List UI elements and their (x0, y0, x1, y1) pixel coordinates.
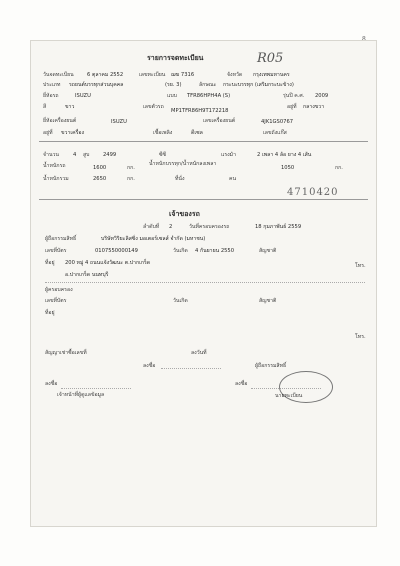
officer-1: เจ้าหน้าที่ผู้ดูแลข้อมูล (57, 392, 105, 398)
cyl-label: จำนวน (43, 152, 59, 158)
plate: ฌฆ 7316 (171, 72, 195, 78)
engine-brand: ISUZU (111, 119, 127, 125)
total-unit: กก. (127, 176, 135, 182)
officer-2: นายทะเบียน (275, 393, 303, 399)
engine-no: 4JK1GS0767 (261, 119, 294, 125)
addr3-label: ที่อยู่ (45, 310, 55, 316)
seq: 2 (169, 224, 173, 230)
weight-label: น้ำหนักรถ (43, 163, 66, 169)
load-unit: กก. (335, 165, 343, 171)
fuel: ดีเซล (191, 130, 203, 136)
addr2: อ.ปากเกร็ด นนทบุรี (65, 272, 109, 278)
registration-document (30, 40, 377, 527)
engine-brand-label: ยี่ห้อเครื่องยนต์ (43, 118, 77, 124)
possessor-label: ผู้ครอบครอง (45, 287, 73, 293)
id2-label: เลขที่บัตร (45, 298, 67, 304)
phone-label: โทร. (355, 263, 366, 269)
addr-label: ที่อยู่ (45, 260, 55, 266)
reg-date-label: วันจดทะเบียน (43, 72, 74, 78)
addr: 200 หมู่ 4 ถนนแจ้งวัฒนะ ต.ปากเกร็ด (65, 260, 151, 266)
axles: 2 เพลา 4 ล้อ ยาง 4 เส้น (257, 152, 312, 158)
brand-label: ยี่ห้อรถ (43, 93, 59, 99)
id-label: เลขที่บัตร (45, 248, 67, 254)
seq-label: ลำดับที่ (143, 224, 160, 230)
sign-label: ลงชื่อ (143, 363, 156, 369)
cc-unit: ซีซี (159, 152, 167, 158)
total-label: น้ำหนักรวม (43, 176, 69, 182)
dotted-line (161, 368, 221, 369)
cyl: 4 (73, 152, 77, 158)
dob: 4 กันยายน 2550 (195, 248, 235, 254)
color-label: สี (43, 104, 47, 110)
holder-sign-label: ผู้ถือกรรมสิทธิ์ (255, 363, 287, 369)
dotted-line (61, 388, 131, 389)
weight: 1600 (93, 165, 107, 171)
year: 2009 (315, 93, 329, 99)
seats-unit: คน (229, 176, 237, 182)
weight-unit: กก. (127, 165, 135, 171)
sign-label-2: ลงชื่อ (45, 381, 58, 387)
handwritten-ref: R05 (257, 51, 284, 66)
chassis-loc-label: อยู่ที่ (287, 104, 297, 110)
model-label: แบบ (167, 93, 177, 99)
chassis-loc: กลางขวา (303, 104, 325, 110)
divider (39, 141, 368, 142)
owner-title: เจ้าของรถ (169, 210, 200, 218)
dob2-label: วันเกิด (173, 298, 188, 304)
chassis: MP1TFR86H9T172218 (171, 108, 229, 114)
type-label: ประเภท (43, 82, 61, 88)
body: กระบะบรรทุก (เสริมกระบะข้าง) (223, 82, 294, 88)
reg-date: 6 ตุลาคม 2552 (87, 72, 124, 78)
color: ขาว (65, 104, 75, 110)
cc: 2499 (103, 152, 117, 158)
engine-loc-label: อยู่ที่ (43, 130, 53, 136)
dob-label: วันเกิด (173, 248, 188, 254)
seats-label: ที่นั่ง (175, 176, 185, 182)
engine-no-label: เลขเครื่องยนต์ (203, 118, 236, 124)
contract-label: สัญญาเช่าซื้อเลขที่ (45, 350, 87, 356)
fuel-label: เชื้อเพลิง (153, 130, 173, 136)
chassis-label: เลขตัวรถ (143, 104, 164, 110)
dotted-line (45, 282, 365, 283)
load: 1050 (281, 165, 295, 171)
type-code: (รย. 3) (165, 82, 182, 88)
type: รถยนต์บรรทุกส่วนบุคคล (69, 82, 124, 88)
body-label: ลักษณะ (199, 82, 217, 88)
id: 0107550000149 (95, 248, 138, 254)
nation-label: สัญชาติ (259, 248, 277, 254)
holder-label: ผู้ถือกรรมสิทธิ์ (45, 236, 77, 242)
province-label: จังหวัด (227, 72, 243, 78)
plate-label: เลขทะเบียน (139, 72, 166, 78)
phone2-label: โทร. (355, 334, 366, 340)
sign-label-3: ลงชื่อ (235, 381, 248, 387)
holder: บริษัทวิริยะลิสซิ่ง มอเตอร์เซลส์ จำกัด (มหาชน) (101, 236, 206, 242)
brand: ISUZU (75, 93, 91, 99)
province: กรุงเทพมหานคร (253, 72, 290, 78)
possession-date-label: วันที่ครอบครองรถ (189, 224, 230, 230)
doc-number: 4710420 (287, 187, 339, 198)
load-label: น้ำหนักบรรทุก/น้ำหนักลงเพลา (149, 161, 217, 167)
divider (39, 199, 368, 200)
section-title: รายการจดทะเบียน (147, 54, 204, 62)
contract-date-label: ลงวันที่ (191, 350, 207, 356)
possession-date: 18 กุมภาพันธ์ 2559 (255, 224, 302, 230)
engine-loc: ขวาเครื่อง (61, 130, 85, 136)
model: TFR86HPH4A (S) (187, 93, 231, 99)
cyl-unit: สูบ (83, 152, 90, 158)
hp-label: แรงม้า (221, 152, 236, 158)
nation2-label: สัญชาติ (259, 298, 277, 304)
tank-label: เลขถังแก๊ส (263, 130, 287, 136)
total: 2650 (93, 176, 107, 182)
year-label: รุ่นปี ค.ศ. (283, 93, 305, 99)
